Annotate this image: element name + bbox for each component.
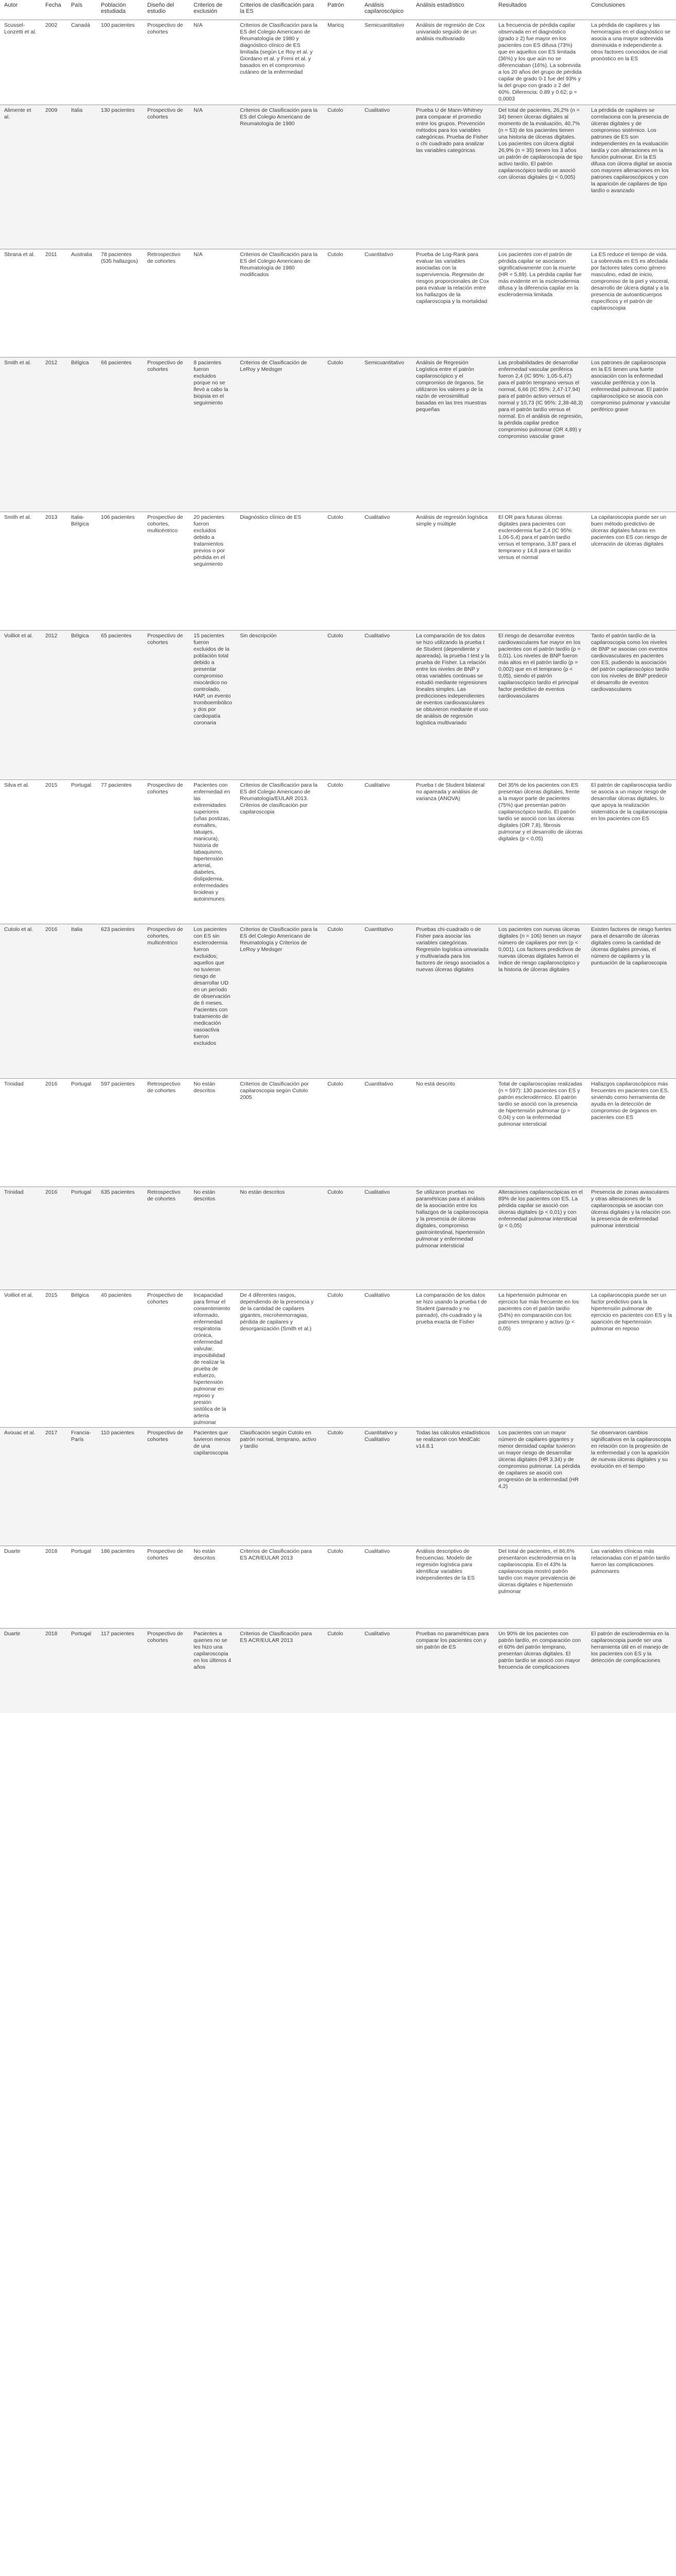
cell-fecha: 2018: [41, 1628, 67, 1713]
cell-poblacion: 597 pacientes: [97, 1078, 143, 1187]
cell-criterios-ssc: Diagnóstico clínico de ES: [236, 512, 323, 630]
cell-poblacion: 186 pacientes: [97, 1546, 143, 1628]
cell-criterios-inclusion: Incapacidad para firmar el consentimiento informado, enfermedad respiratoria crónica, enfermedad valvular, imposibilidad de realizar la prueba de esfuerzo, hipertensión pulmonar en reposo y presión sistólica de la arteria pulmonar: [189, 1290, 236, 1427]
cell-resultados: Del total de pacientes, 26,2% (n = 34) tienen úlceras digitales al momento de la evaluación, 40,7% (n = 53) de los pacientes tienen una historia de úlceras digitales. Los pacientes con úlcera digital 26,9% (n = 35) tienen los 3 años un patrón de capilaroscopia de tipo activo tardío. El patrón capilaroscópico tardío se asoció con úlceras digitales (p < 0,005): [494, 105, 587, 249]
cell-resultados: El riesgo de desarrollar eventos cardiovasculares fue mayor en los pacientes con el patrón tardío (p = 0,01). Los niveles de BNP fueron más altos en el patrón tardío (p = 0,002) que en el temprano (p < 0,05), siendo el patrón capilaroscópico tardío el principal factor predictivo de eventos cardiovasculares: [494, 630, 587, 779]
cell-conclusiones: La ES reduce el tiempo de vida. La sobrevida en ES es afectada por factores tales como género masculino, edad de inicio, compromiso de la piel y visceral, desarrollo de úlcera digital y a la presencia de autoanticuerpos específicos y el patrón de capilaroscopia: [587, 249, 676, 357]
cell-analisis-estadistico: Se utilizaron pruebas no paramétricas para el análisis de la asociación entre los hallazgos de la capilaroscopia y la presencia de úlceras digitales, compromiso gastrointestinal, hipertensión pulmonar y enfermedad pulmonar intersticial: [412, 1187, 494, 1290]
cell-diseno: Prospectivo de cohortes: [143, 1628, 189, 1713]
cell-pais: Bélgica: [67, 630, 97, 779]
cell-criterios-inclusion: No están descritos: [189, 1546, 236, 1628]
cell-analisis-capilaroscopico: Cuantitativo: [360, 924, 412, 1078]
cell-patron: Cutolo: [323, 1187, 360, 1290]
cell-analisis-capilaroscopico: Cualitativo: [360, 1546, 412, 1628]
cell-criterios-inclusion: Pacientes que tuvieron menos de una capilaroscopia: [189, 1427, 236, 1546]
cell-analisis-capilaroscopico: Cualitativo: [360, 105, 412, 249]
cell-patron: Cutolo: [323, 924, 360, 1078]
cell-pais: Italia-Bélgica: [67, 512, 97, 630]
cell-analisis-estadistico: Prueba t de Student bilateral no apareada y análisis de varianza (ANOVA): [412, 779, 494, 924]
cell-criterios-ssc: Criterios de Clasificación de LeRoy y Medsger: [236, 357, 323, 512]
table-row: [0, 1427, 676, 1546]
table-row: [0, 105, 676, 249]
cell-analisis-estadistico: Análisis de Regresión Logística entre el patrón capilaroscópico y el compromiso de órganos. Se utilizaron los valores p de la razón de verosimilitud basadas en las tres muestras pequeñas: [412, 357, 494, 512]
cell-resultados: La frecuencia de pérdida capilar observada en el diagnóstico (grado ≥ 2) fue mayor en los pacientes con ES difusa (73%) que en aquellos con ES limitada (36%) y los que aún no se diferenciaban (16%). La sobrevida a los 20 años del grupo de pérdida capilar de grado 0-1 fue del 93% y la del grupo con grado ≥ 2 del 60%. Diferencia: 0.89 y 0.62; p = 0,0003: [494, 20, 587, 105]
cell-pais: Italia: [67, 924, 97, 1078]
header-pais: País: [67, 0, 97, 20]
cell-resultados: La hipertensión pulmonar en ejercicio fue más frecuente en los pacientes con el patrón tardío (54%) en comparación con los patrones temprano y activo (p < 0,05): [494, 1290, 587, 1427]
header-criterios-exclusion: Criterios de exclusión: [189, 0, 236, 20]
cell-conclusiones: La pérdida de capilares y las hemorragias en el diagnóstico se asocia a una mayor sobrevida disminuida e independiente a otros factores conocidos de mal pronóstico en la ES: [587, 20, 676, 105]
cell-patron: Cutolo: [323, 630, 360, 779]
cell-resultados: Los pacientes con el patrón de pérdida capilar se asociaron significativamente con la muerte (HR = 5,89). La pérdida capilar fue más evidente en la esclerodermia difusa y la diferencia capilar en la esclerodermia limitada: [494, 249, 587, 357]
cell-pais: Portugal: [67, 1628, 97, 1713]
table-row: [0, 1290, 676, 1427]
cell-diseno: Prospectivo de cohortes, multicéntrico: [143, 512, 189, 630]
cell-criterios-inclusion: 15 pacientes fueron excluidos de la población total debido a presentar compromiso miocárdico no controlado, HAP, un evento tromboembólico y dos por cardiopatía coronaria: [189, 630, 236, 779]
cell-diseno: Prospectivo de cohortes: [143, 1290, 189, 1427]
cell-criterios-ssc: Criterios de Clasificación por capilaroscopia según Cutolo 2005: [236, 1078, 323, 1187]
cell-analisis-estadistico: Prueba U de Mann-Whitney para comparar el promedio entre los grupos. Prevención métodos para los variables categóricas. Prueba de Fisher o chi cuadrado para analizar las variables categóricas: [412, 105, 494, 249]
header-conclusiones: Conclusiones: [587, 0, 676, 20]
header-poblacion: Población estudiada: [97, 0, 143, 20]
cell-poblacion: 40 pacientes: [97, 1290, 143, 1427]
cell-diseno: Retrospectivo de cohortes: [143, 1078, 189, 1187]
table-row: [0, 357, 676, 512]
table-row: [0, 512, 676, 630]
cell-poblacion: 117 pacientes: [97, 1628, 143, 1713]
cell-patron: Cutolo: [323, 105, 360, 249]
cell-resultados: Del total de pacientes, el 86,6% presentaron esclerodermia en la capilaroscopia. En el 43% la capilaroscopia mostró patrón tardío con mayor prevalencia de úlceras digitales e hipertensión pulmonar: [494, 1546, 587, 1628]
cell-patron: Cutolo: [323, 1290, 360, 1427]
cell-conclusiones: Los patrones de capilaroscopia en la ES tienen una fuerte asociación con la enfermedad vascular periférica y con la enfermedad pulmonar. El patrón capilaroscópico se asocia con compromiso pulmonar y vascular periférico grave: [587, 357, 676, 512]
cell-pais: Italia: [67, 105, 97, 249]
cell-criterios-inclusion: No están descritos: [189, 1187, 236, 1290]
cell-poblacion: 130 pacientes: [97, 105, 143, 249]
cell-criterios-inclusion: N/A: [189, 105, 236, 249]
table-row: [0, 1078, 676, 1187]
cell-conclusiones: El patrón de esclerodermia en la capilaroscopia puede ser una herramienta útil en el manejo de los pacientes con ES y la detección de complicaciones: [587, 1628, 676, 1713]
cell-analisis-capilaroscopico: Cuantitativo: [360, 249, 412, 357]
cell-conclusiones: Existen factores de riesgo fuertes para el desarrollo de úlceras digitales como la cantidad de úlceras digitales previas, el número de capilares y la puntuación de la capilaroscopia: [587, 924, 676, 1078]
cell-poblacion: 623 pacientes: [97, 924, 143, 1078]
cell-poblacion: 110 pacientes: [97, 1427, 143, 1546]
cell-analisis-estadistico: No está descrito: [412, 1078, 494, 1187]
cell-diseno: Prospectivo de cohortes: [143, 1427, 189, 1546]
cell-analisis-capilaroscopico: Cualitativo: [360, 1187, 412, 1290]
cell-resultados: Los pacientes con un mayor número de capilares gigantes y menor densidad capilar tuvieron un mayor riesgo de desarrollar úlceras digitales (HR 3,34) y de compromiso pulmonar. La pérdida de capilares se asoció con progresión de la enfermedad (HR 4,2): [494, 1427, 587, 1546]
cell-fecha: 2009: [41, 105, 67, 249]
cell-analisis-estadistico: Análisis descriptivo de frecuencias. Modelo de regresión logística para identificar variables independientes de la ES: [412, 1546, 494, 1628]
cell-resultados: Total de capilaroscopias realizadas (n = 597): 130 pacientes con ES y patrón esclerodérmico. El patrón tardío se asoció con la presencia de hipertensión pulmonar (p = 0,04) y con la enfermedad pulmonar intersticial: [494, 1078, 587, 1187]
cell-pais: Portugal: [67, 1187, 97, 1290]
cell-criterios-ssc: Criterios de Clasificación para la ES del Colegio Americano de Reumatología de 1980 y diagnóstico clínico de ES limitada (según Le Roy et al. y Giordano et al. y Freni et al. y basados en el compromiso cutáneo de la enfermedad: [236, 20, 323, 105]
cell-patron: Maricq: [323, 20, 360, 105]
cell-criterios-inclusion: No están descritos: [189, 1078, 236, 1187]
cell-fecha: 2016: [41, 1187, 67, 1290]
cell-analisis-capilaroscopico: Cualitativo: [360, 1628, 412, 1713]
cell-criterios-ssc: Criterios de Clasificación para la ES del Colegio Americano de Reumatología de 1980 modificados: [236, 249, 323, 357]
cell-diseno: Prospectivo de cohortes: [143, 357, 189, 512]
cell-conclusiones: La capilaroscopia puede ser un factor predictivo para la hipertensión pulmonar de ejercicio en pacientes con ES y la aparición de hipertensión pulmonar en reposo: [587, 1290, 676, 1427]
cell-autor: Voilliot et al.: [0, 1290, 41, 1427]
cell-patron: Cutolo: [323, 779, 360, 924]
cell-fecha: 2016: [41, 1078, 67, 1187]
header-resultados: Resultados: [494, 0, 587, 20]
cell-poblacion: 66 pacientes: [97, 357, 143, 512]
cell-conclusiones: Se observaron cambios significativos en la capilaroscopia en relación con la progresión de la enfermedad y con la aparición de nuevas úlceras digitales y su evolución en el tiempo: [587, 1427, 676, 1546]
cell-autor: Scussel-Lonzetti et al.: [0, 20, 41, 105]
header-analisis-estadistico: Análisis estadístico: [412, 0, 494, 20]
cell-poblacion: 100 pacientes: [97, 20, 143, 105]
cell-autor: Trinidad: [0, 1078, 41, 1187]
cell-fecha: 2015: [41, 1290, 67, 1427]
table-row: [0, 1628, 676, 1713]
table-row: [0, 924, 676, 1078]
cell-diseno: Prospectivo de cohortes: [143, 105, 189, 249]
header-autor: Autor: [0, 0, 41, 20]
cell-poblacion: 78 pacientes (535 hallazgos): [97, 249, 143, 357]
cell-autor: Sbrana et al.: [0, 249, 41, 357]
cell-conclusiones: Las variables clínicas más relacionadas con el patrón tardío fueron las complicaciones pulmonares: [587, 1546, 676, 1628]
cell-criterios-ssc: Criterios de Clasificación para la ES del Colegio Americano de Reumatología de 1980: [236, 105, 323, 249]
header-patron: Patrón: [323, 0, 360, 20]
header-analisis-capilaroscopico: Análisis capilaroscópico: [360, 0, 412, 20]
table-row: [0, 20, 676, 105]
header-diseno: Diseño del estudio: [143, 0, 189, 20]
cell-diseno: Prospectivo de cohortes: [143, 20, 189, 105]
table-row: [0, 779, 676, 924]
cell-analisis-capilaroscopico: Cuantitativo y Cualitativo: [360, 1427, 412, 1546]
cell-analisis-capilaroscopico: Cualitativo: [360, 630, 412, 779]
cell-criterios-inclusion: Pacientes a quienes no se les hizo una capilaroscopia en los últimos 4 años: [189, 1628, 236, 1713]
table-body: [0, 20, 676, 1713]
cell-patron: Cutolo: [323, 357, 360, 512]
cell-autor: Smith et al.: [0, 357, 41, 512]
table-row: [0, 1546, 676, 1628]
cell-analisis-capilaroscopico: Cualitativo: [360, 1290, 412, 1427]
cell-analisis-estadistico: Prueba de Log-Rank para evaluar las variables asociadas con la supervivencia. Regresión de riesgos proporcionales de Cox para evaluar la relación entre los hallazgos de la capilaroscopia y la mortalidad: [412, 249, 494, 357]
cell-diseno: Retrospectivo de cohortes: [143, 1187, 189, 1290]
cell-criterios-inclusion: Pacientes con enfermedad en las extremidades superiores (uñas postizas, esmaltes, tatuajes, manicura), historia de tabaquismo, hipertensión arterial, diabetes, dislipidemia, enfermedades tiroideas y autoinmunes: [189, 779, 236, 924]
cell-poblacion: 77 pacientes: [97, 779, 143, 924]
cell-criterios-ssc: Sin descripción: [236, 630, 323, 779]
cell-analisis-estadistico: Todas las cálculos estadísticos se realizaron con MedCalc v14.8.1: [412, 1427, 494, 1546]
header-row: [0, 0, 676, 20]
cell-conclusiones: Hallazgos capilaroscópicos más frecuentes en pacientes con ES, sirviendo como herramienta de ayuda en la detección de compromiso de órganos en pacientes con ES: [587, 1078, 676, 1187]
cell-criterios-ssc: Criterios de Clasificación para la ES del Colegio Americano de Reumatología y Criterios de LeRoy y Medsger: [236, 924, 323, 1078]
cell-criterios-ssc: Criterios de Clasificación para ES ACR/EULAR 2013: [236, 1546, 323, 1628]
cell-fecha: 2011: [41, 249, 67, 357]
cell-poblacion: 65 pacientes: [97, 630, 143, 779]
cell-analisis-estadistico: La comparación de los datos se hizo usando la prueba t de Student (pareado y no pareado), chi-cuadrado y la prueba exacta de Fisher: [412, 1290, 494, 1427]
cell-conclusiones: Presencia de zonas avasculares y otras alteraciones de la capilaroscopia se asocian con úlceras digitales y la relación con la presencia de enfermedad pulmonar intersticial: [587, 1187, 676, 1290]
cell-analisis-estadistico: Pruebas chi-cuadrado o de Fisher para asociar las variables categóricas. Regresión logística univariada y multivariada para los factores de riesgo asociados a nuevas úlceras digitales: [412, 924, 494, 1078]
cell-analisis-estadistico: Pruebas no paramétricas para comparar los pacientes con y sin patrón de ES: [412, 1628, 494, 1713]
cell-fecha: 2017: [41, 1427, 67, 1546]
cell-conclusiones: Tanto el patrón tardío de la capilaroscopia como los niveles de BNP se asocian con eventos cardiovasculares en pacientes con ES, pudiendo la asociación del patrón capilaroscópico tardío con los niveles de BNP predecir el desarrollo de eventos cardiovasculares: [587, 630, 676, 779]
cell-conclusiones: La capilaroscopia puede ser un buen método predictivo de úlceras digitales futuras en pacientes con ES con riesgo de ulceración de úlceras digitales: [587, 512, 676, 630]
table-row: [0, 630, 676, 779]
cell-patron: Cutolo: [323, 1628, 360, 1713]
cell-criterios-inclusion: 20 pacientes fueron excluidos debido a tratamientos previos o por pérdida en el seguimiento: [189, 512, 236, 630]
cell-resultados: Las probabilidades de desarrollar enfermedad vascular periférica fueron 2,4 (IC 95%: 1,05-5,47) para el patrón temprano versus el normal, 6,66 (IC 95%: 2,47-17,94) para el patrón activo versus el normal y 10,73 (IC 95%: 2,38-48,3) para el patrón tardío versus el normal. En el análisis de regresión, la pérdida capilar predice compromiso pulmonar (OR 4,89) y compromiso vascular grave: [494, 357, 587, 512]
cell-autor: Smith et al.: [0, 512, 41, 630]
cell-diseno: Prospectivo de cohortes, multicéntrico: [143, 924, 189, 1078]
cell-resultados: Alteraciones capilaroscópicas en el 89% de los pacientes con ES. La pérdida capilar se asoció con úlceras digitales (p < 0,01) y con enfermedad pulmonar intersticial (p < 0,05): [494, 1187, 587, 1290]
cell-diseno: Retrospectivo de cohortes: [143, 249, 189, 357]
cell-fecha: 2015: [41, 779, 67, 924]
cell-criterios-inclusion: 8 pacientes fueron excluidos porque no se llevó a cabo la biopsia en el seguimiento: [189, 357, 236, 512]
cell-autor: Avouac et al.: [0, 1427, 41, 1546]
cell-fecha: 2012: [41, 357, 67, 512]
cell-analisis-estadistico: Análisis de regresión de Cox univariado seguido de un análisis multivariado: [412, 20, 494, 105]
cell-diseno: Prospectivo de cohortes: [143, 630, 189, 779]
cell-criterios-ssc: Criterios de Clasificación para ES ACR/EULAR 2013: [236, 1628, 323, 1713]
cell-patron: Cutolo: [323, 512, 360, 630]
cell-patron: Cutolo: [323, 1078, 360, 1187]
cell-autor: Alimente et al.: [0, 105, 41, 249]
cell-conclusiones: La pérdida de capilares se correlaciona con la presencia de úlceras digitales y de compromiso sistémico. Los patrones de ES son independientes en la evaluación tardía y con alteraciones en la función pulmonar. En la ES difusa con úlcera digital se asocia con mayores alteraciones en los patrones capilaroscópicos y con la aparición de capilares de tipo tardío o avanzado: [587, 105, 676, 249]
cell-pais: Canadá: [67, 20, 97, 105]
table-row: [0, 249, 676, 357]
cell-autor: Silva et al.: [0, 779, 41, 924]
header-fecha: Fecha: [41, 0, 67, 20]
cell-criterios-ssc: De 4 diferentes rasgos, dependiendo de la presencia y de la cantidad de capilares gigantes, microhemorragias, pérdida de capilares y desorganización (Smith et al.): [236, 1290, 323, 1427]
cell-autor: Duarte: [0, 1546, 41, 1628]
cell-fecha: 2018: [41, 1546, 67, 1628]
cell-autor: Duarte: [0, 1628, 41, 1713]
cell-criterios-inclusion: Los pacientes con ES sin esclerodermia fueron excluidos; aquellos que no tuvieron riesgo de desarrollar UD en un período de observación de 6 meses. Pacientes con tratamiento de medicación vasoactiva fueron excluidos: [189, 924, 236, 1078]
cell-patron: Cutolo: [323, 249, 360, 357]
header-criterios-clasificacion: Criterios de clasificación para la ES: [236, 0, 323, 20]
cell-criterios-ssc: Clasificación según Cutolo en patrón normal, temprano, activo y tardío: [236, 1427, 323, 1546]
cell-resultados: El OR para futuras úlceras digitales para pacientes con esclerodermia fue 2,4 (IC 95%: 1,06-5,4) para el patrón tardío versus el temprano, 3,87 para el temprano y 14,8 para el tardío versus el normal: [494, 512, 587, 630]
cell-analisis-estadistico: La comparación de los datos se hizo utilizando la prueba t de Student (dependiente y apareada), la prueba t test y la prueba de Fisher. La relación entre los niveles de BNP y otras variables continuas se estudió mediante regresiones lineales simples. Las predicciones independientes de eventos cardiovasculares se obtuvieron mediante el uso de análisis de regresión logística multivariado: [412, 630, 494, 779]
cell-analisis-capilaroscopico: Cualitativo: [360, 512, 412, 630]
cell-resultados: Del 35% de los pacientes con ES presentan úlceras digitales, frente a la mayor parte de pacientes (75%) que presentan patrón capilaroscópico tardío. El patrón tardío se asoció con las úlceras digitales (OR 7,8), fibrosis pulmonar y el desarrollo de úlceras digitales (p < 0,05): [494, 779, 587, 924]
cell-criterios-ssc: Criterios de Clasificación para la ES del Colegio Americano de Reumatología/EULAR 2013. Criterios de clasificación por capilaroscopia: [236, 779, 323, 924]
cell-analisis-capilaroscopico: Cualitativo: [360, 779, 412, 924]
cell-fecha: 2016: [41, 924, 67, 1078]
cell-autor: Trinidad: [0, 1187, 41, 1290]
cell-pais: Portugal: [67, 1546, 97, 1628]
cell-poblacion: 106 pacientes: [97, 512, 143, 630]
cell-pais: Francia-París: [67, 1427, 97, 1546]
cell-analisis-estadistico: Análisis de regresión logística simple y múltiple: [412, 512, 494, 630]
cell-fecha: 2012: [41, 630, 67, 779]
cell-analisis-capilaroscopico: Semicuantitativo: [360, 357, 412, 512]
cell-analisis-capilaroscopico: Semicuantitativo: [360, 20, 412, 105]
cell-resultados: Un 90% de los pacientes con patrón tardío, en comparación con el 60% del patrón temprano, presentan úlceras digitales. El patrón tardío se asoció con mayor frecuencia de complicaciones: [494, 1628, 587, 1713]
cell-pais: Portugal: [67, 779, 97, 924]
cell-patron: Cutolo: [323, 1427, 360, 1546]
cell-pais: Bélgica: [67, 1290, 97, 1427]
cell-criterios-inclusion: N/A: [189, 249, 236, 357]
cell-pais: Portugal: [67, 1078, 97, 1187]
cell-criterios-inclusion: N/A: [189, 20, 236, 105]
cell-fecha: 2002: [41, 20, 67, 105]
cell-pais: Bélgica: [67, 357, 97, 512]
cell-pais: Australia: [67, 249, 97, 357]
cell-resultados: Los pacientes con nuevas úlceras digitales (n = 106) tienen un mayor número de capilares por mm (p < 0,001). Los factores predictivos de nuevas úlceras digitales fueron el índice de riesgo capilaroscópico y la historia de úlceras digitales: [494, 924, 587, 1078]
table-header: [0, 0, 676, 20]
cell-diseno: Prospectivo de cohortes: [143, 779, 189, 924]
cell-autor: Voilliot et al.: [0, 630, 41, 779]
cell-patron: Cutolo: [323, 1546, 360, 1628]
cell-autor: Cutolo et al.: [0, 924, 41, 1078]
cell-poblacion: 635 pacientes: [97, 1187, 143, 1290]
cell-analisis-capilaroscopico: Cuantitativo: [360, 1078, 412, 1187]
cell-diseno: Prospectivo de cohortes: [143, 1546, 189, 1628]
cell-criterios-ssc: No están descritos: [236, 1187, 323, 1290]
table-row: [0, 1187, 676, 1290]
cell-fecha: 2013: [41, 512, 67, 630]
cell-conclusiones: El patrón de capilaroscopia tardío se asocia a un mayor riesgo de desarrollar úlceras digitales, lo que apoya la realización sistemática de la capilaroscopia en los pacientes con ES: [587, 779, 676, 924]
